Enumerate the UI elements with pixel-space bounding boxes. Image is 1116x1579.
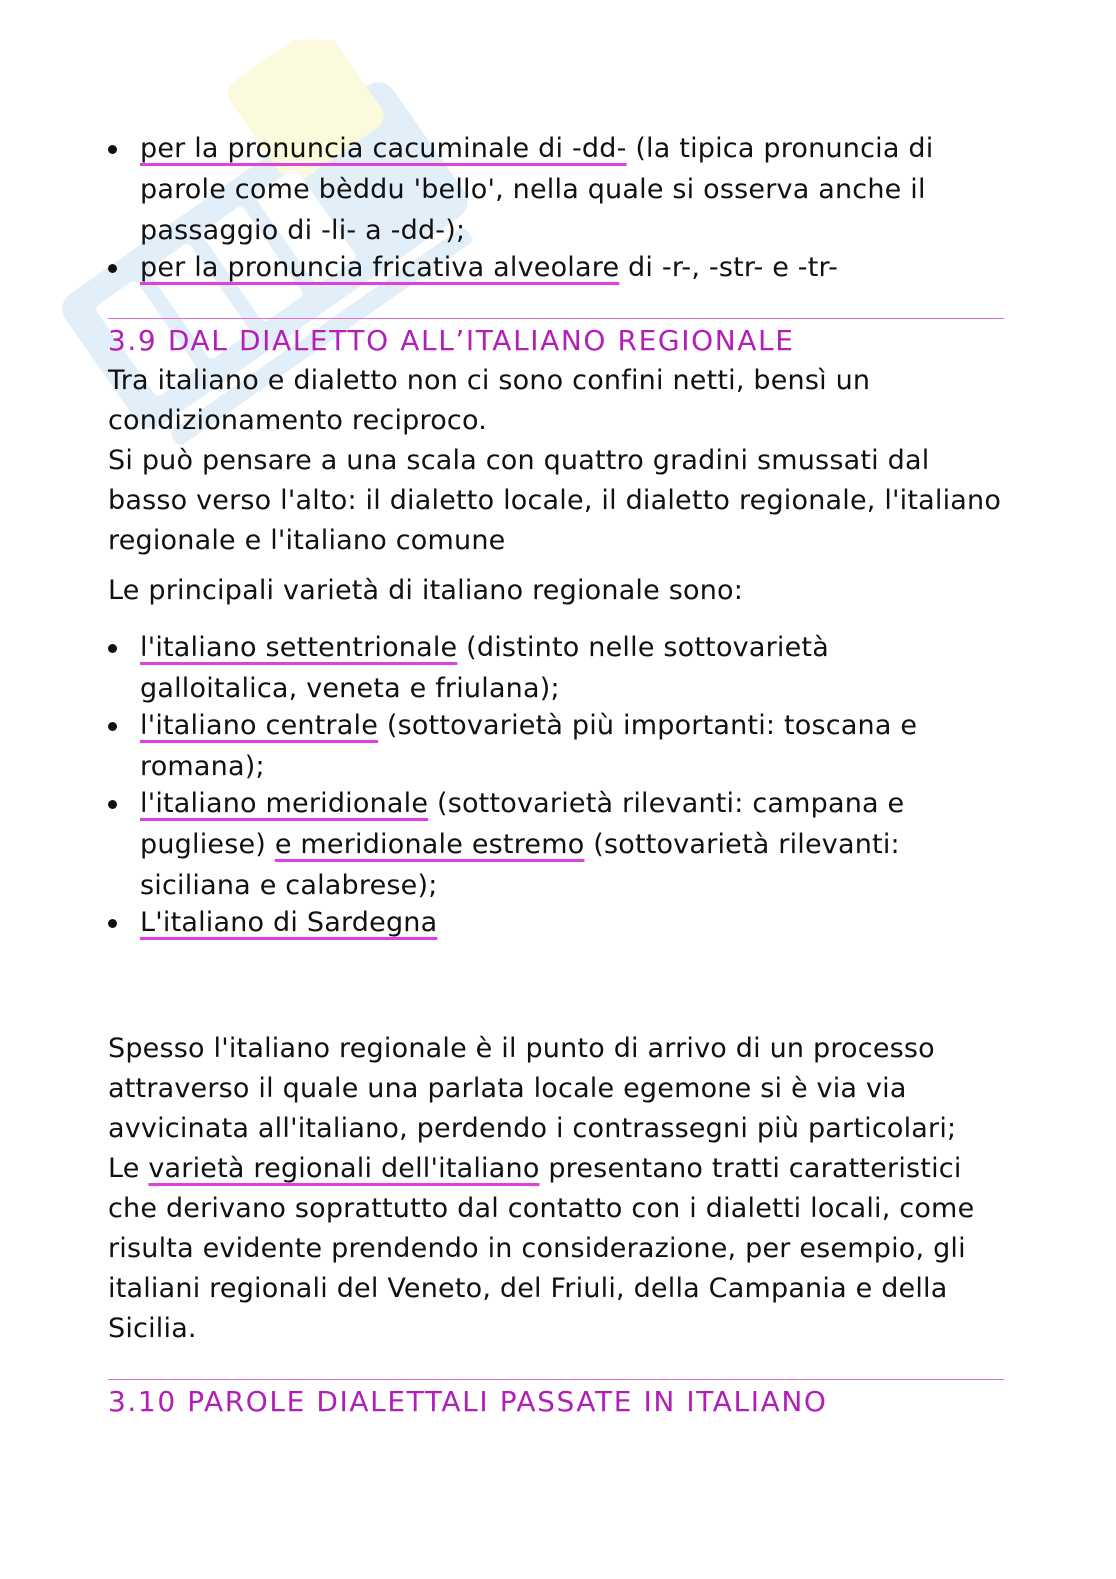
paragraph: Si può pensare a una scala con quattro gradini smussati dal basso verso l'alto: il dialetto locale, il dialetto regionale, l'italiano regionale e l'italiano comune bbox=[108, 445, 1002, 556]
section-heading-3-9: 3.9 DAL DIALETTO ALL’ITALIANO REGIONALE bbox=[108, 324, 795, 357]
list-item-text: di -r-, -str- e -tr- bbox=[619, 252, 839, 283]
underlined-phrase: varietà regionali dell'italiano bbox=[148, 1153, 540, 1184]
underlined-phrase: l'italiano settentrionale bbox=[140, 632, 458, 663]
underlined-phrase: l'italiano meridionale bbox=[140, 788, 429, 819]
underlined-phrase: L'italiano di Sardegna bbox=[140, 907, 438, 938]
paragraph: Tra italiano e dialetto non ci sono confini netti, bensì un condizionamento reciproco. bbox=[108, 365, 871, 436]
list-item-text: (sottovarietà più importanti: toscana e romana); bbox=[140, 710, 918, 782]
section-heading-3-10: 3.10 PAROLE DIALETTALI PASSATE IN ITALIANO bbox=[108, 1385, 828, 1418]
paragraph-text: presentano tratti caratteristici che derivano soprattutto dal contatto con i dialetti locali, come risulta evidente prendendo in considerazione, per esempio, gli italiani regionali del Veneto, del Friuli, della Campania e della Sicilia. bbox=[108, 1153, 975, 1344]
list-item-text: (distinto nelle sottovarietà galloitalica, veneta e friulana); bbox=[140, 632, 829, 704]
paragraph: Spesso l'italiano regionale è il punto di arrivo di un processo attraverso il quale una parlata locale egemone si è via via avvicinata all'italiano, perdendo i contrassegni più particolari; bbox=[108, 1033, 957, 1144]
underlined-phrase: e meridionale estremo bbox=[274, 829, 585, 860]
section-divider bbox=[108, 318, 1004, 319]
section-divider bbox=[108, 1379, 1004, 1380]
underlined-phrase: per la pronuncia fricativa alveolare bbox=[140, 252, 620, 283]
pronunciation-list bbox=[108, 128, 1008, 288]
list-item bbox=[108, 627, 940, 709]
paragraph bbox=[108, 1149, 978, 1349]
list-item-text: (sottovarietà rilevanti: campana e pugliese) bbox=[140, 788, 905, 860]
paragraph-text: Le bbox=[108, 1153, 149, 1184]
underlined-phrase: l'italiano centrale bbox=[140, 710, 379, 741]
list-item-text: (la tipica pronuncia di parole come bèddu 'bello', nella quale si osserva anche il passaggio di -li- a -dd-); bbox=[140, 133, 934, 246]
paragraph: Le principali varietà di italiano regionale sono: bbox=[108, 575, 744, 606]
list-item bbox=[108, 783, 1000, 906]
list-item bbox=[108, 247, 1008, 288]
list-item bbox=[108, 128, 1010, 251]
list-item bbox=[108, 902, 1008, 943]
document-page bbox=[108, 128, 1008, 1422]
list-item bbox=[108, 705, 1000, 787]
regional-varieties-list bbox=[108, 627, 1008, 943]
underlined-phrase: per la pronuncia cacuminale di -dd- bbox=[140, 133, 627, 164]
list-item-text: (sottovarietà rilevanti: siciliana e calabrese); bbox=[140, 829, 900, 901]
